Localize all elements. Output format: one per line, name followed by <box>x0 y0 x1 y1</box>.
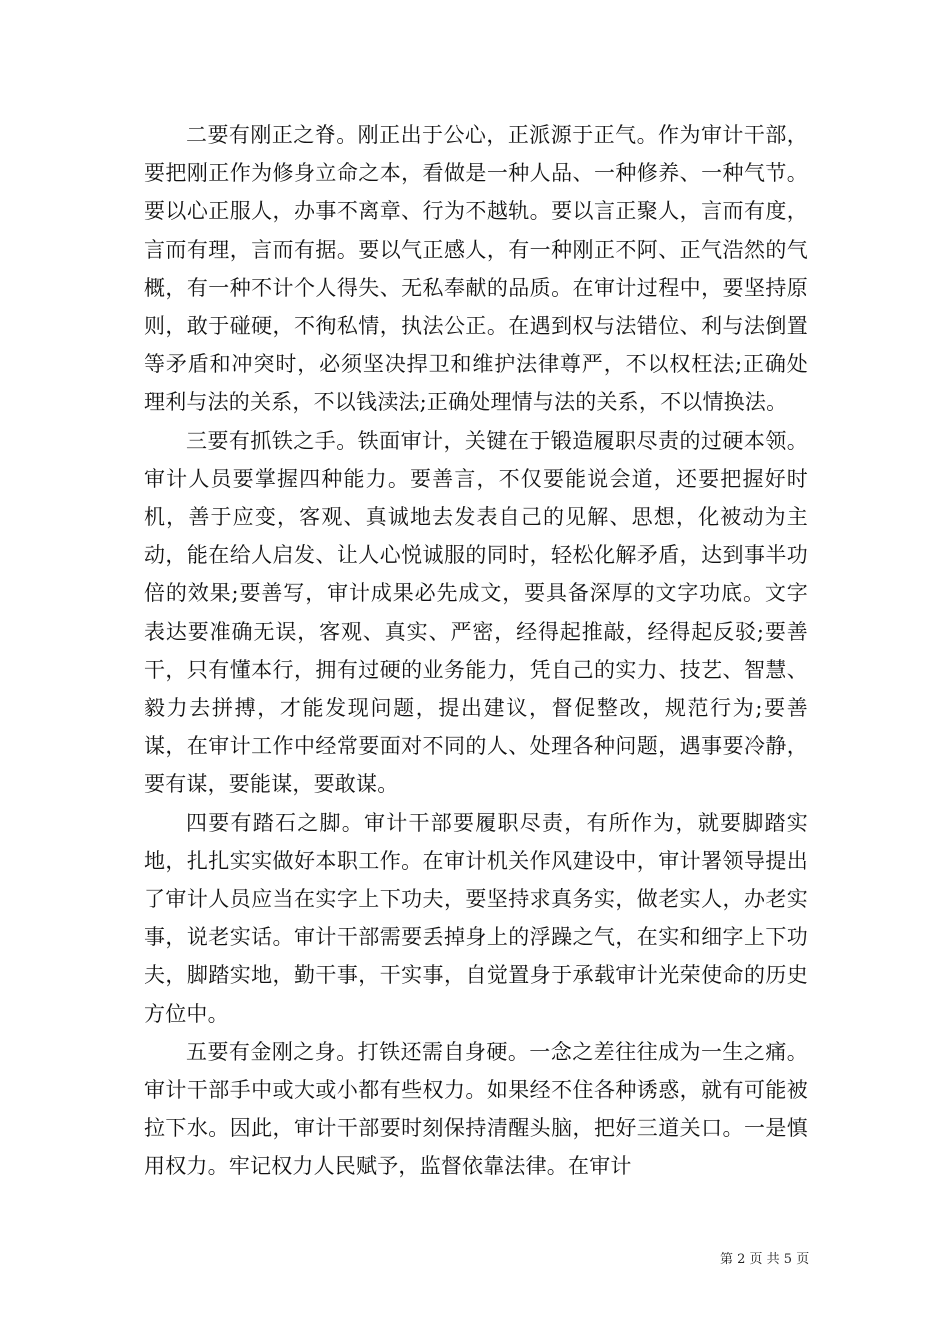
paragraph-1: 二要有刚正之脊。刚正出于公心，正派源于正气。作为审计干部，要把刚正作为修身立命之本，看做是一种人品、一种修养、一种气节。要以心正服人，办事不离章、行为不越轨。要以言正聚人，言而有度，言而有理，言而有据。要以气正感人，有一种刚正不阿、正气浩然的气概，有一种不计个人得失、无私奉献的品质。在审计过程中，要坚持原则，敢于碰硬，不徇私情，执法公正。在遇到权与法错位、利与法倒置等矛盾和冲突时，必须坚决捍卫和维护法律尊严，不以权枉法;正确处理利与法的关系，不以钱渎法;正确处理情与法的关系，不以情换法。 <box>144 123 808 415</box>
paragraph-3: 四要有踏石之脚。审计干部要履职尽责，有所作为，就要脚踏实地，扎扎实实做好本职工作。在审计机关作风建设中，审计署领导提出了审计人员应当在实字上下功夫，要坚持求真务实，做老实人，办老实事，说老实话。审计干部需要丢掉身上的浮躁之气，在实和细字上下功夫，脚踏实地，勤干事，干实事，自觉置身于承载审计光荣使命的历史方位中。 <box>144 810 808 1026</box>
paragraph-4: 五要有金刚之身。打铁还需自身硬。一念之差往往成为一生之痛。审计干部手中或大或小都有些权力。如果经不住各种诱惑，就有可能被拉下水。因此，审计干部要时刻保持清醒头脑，把好三道关口。一是慎用权力。牢记权力人民赋予，监督依靠法律。在审计 <box>144 1039 808 1179</box>
paragraph-2: 三要有抓铁之手。铁面审计，关键在于锻造履职尽责的过硬本领。审计人员要掌握四种能力。要善言，不仅要能说会道，还要把握好时机，善于应变，客观、真诚地去发表自己的见解、思想，化被动为主动，能在给人启发、让人心悦诚服的同时，轻松化解矛盾，达到事半功倍的效果;要善写，审计成果必先成文，要具备深厚的文字功底。文字表达要准确无误，客观、真实、严密，经得起推敲，经得起反驳;要善干，只有懂本行，拥有过硬的业务能力，凭自己的实力、技艺、智慧、毅力去拼搏，才能发现问题，提出建议，督促整改，规范行为;要善谋，在审计工作中经常要面对不同的人、处理各种问题，遇事要冷静，要有谋，要能谋，要敢谋。 <box>144 428 808 797</box>
page-number-footer: 第 2 页 共 5 页 <box>720 1252 810 1267</box>
document-body <box>144 116 808 1186</box>
